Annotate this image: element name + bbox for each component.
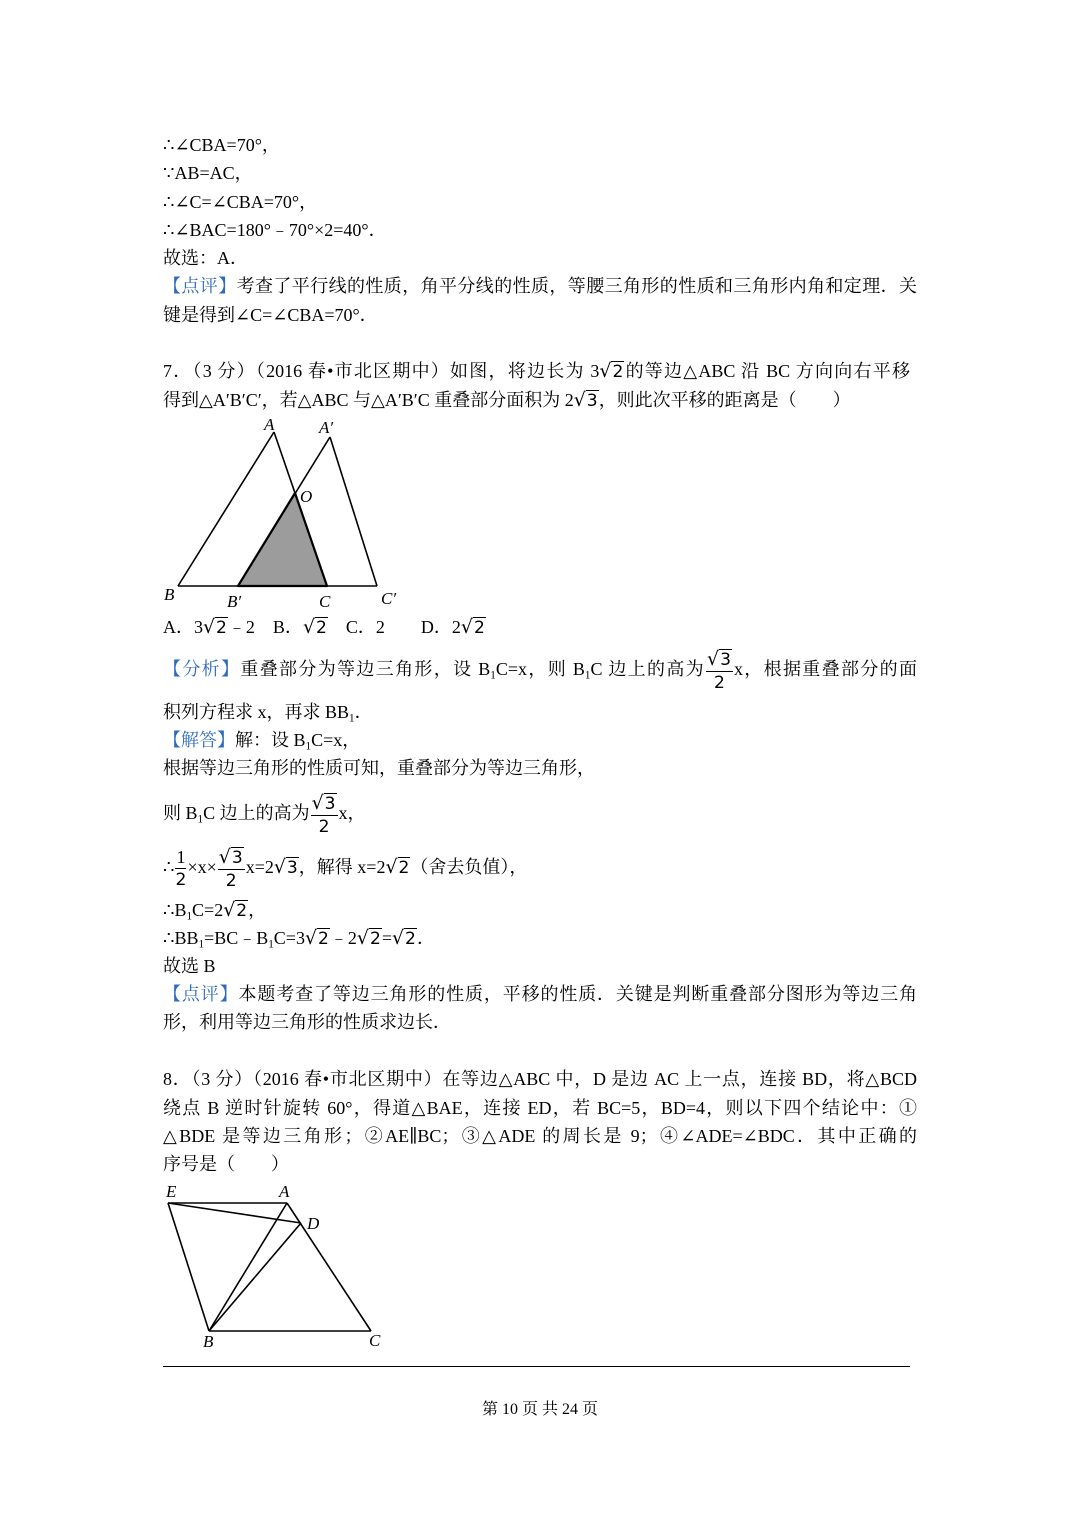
text-run: 2 (318, 816, 330, 837)
text-run: = (381, 928, 392, 948)
text-run: x， (338, 803, 366, 823)
segment-a-prime-c-prime (330, 437, 377, 586)
text-run: ， (248, 900, 267, 920)
segment-eb (168, 1203, 209, 1331)
text-run: ∵AB=AC， (163, 163, 253, 183)
text-run: C 边上的高为 (203, 803, 310, 823)
subscript: 1 (305, 740, 312, 753)
label-d: D (307, 1214, 320, 1233)
step-angle-cba (163, 131, 280, 159)
section-tag: 【点评】 (163, 276, 237, 296)
subscript: 1 (349, 712, 355, 725)
label-b-prime: B′ (227, 592, 242, 611)
text-run: ×x× (187, 857, 217, 877)
section-tag: 【解答】 (163, 730, 235, 750)
text-run: ． (354, 702, 373, 722)
solution-q7-line-6 (163, 924, 435, 952)
text-run: 故选：A． (163, 248, 248, 268)
text-run: ． (416, 928, 435, 948)
answer-choice-q7 (163, 952, 216, 980)
solution-q7-line-3 (163, 788, 366, 838)
label-c: C (319, 592, 331, 611)
text-run: ﹣2 B． (227, 617, 303, 637)
comment-q6-line-1 (163, 272, 917, 300)
text-run: C．2 D．2 (327, 617, 461, 637)
label-b: B (203, 1332, 214, 1351)
segment-bd (209, 1223, 301, 1331)
text-run: 考查了平行线的性质，角平分线的性质，等腰三角形的性质和三角形内角和定理．关 (236, 276, 918, 296)
square-root (303, 613, 328, 642)
radicand: 2 (398, 858, 410, 878)
denominator (175, 869, 186, 891)
square-root (385, 842, 410, 893)
fraction (311, 792, 338, 838)
text-run: 解：设 B (235, 730, 306, 750)
square-root (574, 386, 599, 415)
text-run: 8．（3 分）（2016 春•市北区期中）在等边△ABC 中，D 是边 AC 上一点，连接 BD，将△BCD (163, 1069, 917, 1089)
radicand: 2 (612, 362, 624, 382)
fraction (706, 648, 733, 694)
text-run: （舍去负值）， (410, 857, 528, 877)
text-run: ∴ (163, 857, 175, 877)
section-tag: 【分析】 (163, 659, 241, 679)
step-angle-c (163, 188, 317, 216)
text-run: 根据等边三角形的性质可知，重叠部分为等边三角形， (163, 758, 595, 778)
text-run: 键是得到∠C=∠CBA=70°． (163, 305, 378, 325)
label-a-prime: A′ (319, 418, 334, 437)
text-run: C=3 (273, 928, 305, 948)
comment-q7-line-2 (163, 1008, 451, 1036)
solution-q7-line-2 (163, 754, 595, 782)
subscript: 1 (490, 669, 496, 682)
question-8-line-1 (163, 1065, 917, 1093)
step-angle-bac (163, 216, 387, 244)
text-run: ∴∠CBA=70°， (163, 135, 280, 155)
section-tag: 【点评】 (163, 984, 239, 1004)
text-run: ﹣2 (329, 928, 357, 948)
text-run: =BC﹣B (204, 928, 269, 948)
subscript: 1 (584, 669, 591, 682)
text-run: 形，利用等边三角形的性质求边长． (163, 1012, 451, 1032)
label-c-prime: C′ (381, 589, 397, 608)
text-run: ∴∠C=∠CBA=70°， (163, 192, 318, 212)
square-root (223, 896, 248, 925)
comment-q7-line-1 (163, 980, 917, 1008)
denominator (706, 672, 733, 694)
step-ab-equals-ac (163, 159, 253, 187)
label-b: B (164, 585, 175, 604)
text-run: 故选 B (163, 956, 216, 976)
fraction (175, 846, 186, 891)
text-run: 则 B (163, 803, 198, 823)
figure-translated-triangles (155, 408, 410, 618)
radicand: 3 (286, 858, 298, 878)
numerator (218, 846, 245, 870)
text-run: 7．（3 分）（2016 春•市北区期中）如图，将边长为 3 (163, 361, 600, 381)
denominator (218, 870, 245, 892)
denominator (311, 816, 338, 838)
question-8-line-3 (163, 1122, 917, 1150)
radicand: 3 (586, 391, 598, 411)
square-root (707, 648, 732, 671)
figure-rotated-triangles (155, 1176, 395, 1352)
text-run: x=2 (245, 857, 274, 877)
text-run: 重叠部分为等边三角形，设 B (240, 659, 491, 679)
square-root (312, 792, 337, 815)
text-run: 的等边△ABC 沿 BC 方向向右平移 (624, 361, 910, 381)
subscript: 1 (198, 938, 205, 951)
text-run: ∴B (163, 900, 187, 920)
label-e: E (166, 1182, 177, 1201)
text-run: x，根据重叠部分的面 (733, 659, 918, 679)
square-root (599, 357, 624, 386)
label-o: O (300, 487, 313, 506)
subscript: 1 (186, 910, 193, 923)
text-run: △BDE 是等边三角形；②AE∥BC；③△ADE 的周长是 9；④∠ADE=∠BDC．其中正确的 (163, 1126, 917, 1146)
text-run: ∴BB (163, 928, 199, 948)
text-run: 序号是（ ） (163, 1154, 289, 1174)
text-run: ，解得 x=2 (298, 857, 386, 877)
numerator (175, 846, 186, 869)
square-root (203, 613, 228, 642)
text-run: C=x，则 B (495, 659, 585, 679)
question-8-line-4 (163, 1150, 289, 1178)
square-root (305, 924, 330, 953)
question-7-line-1 (163, 357, 910, 385)
comment-q6-line-2 (163, 301, 378, 329)
text-run: 本题考查了等边三角形的性质，平移的性质．关键是判断重叠部分图形为等边三角 (238, 984, 918, 1004)
text-run: 2 (225, 870, 237, 891)
radicand: 2 (369, 929, 381, 949)
analysis-q7-line-2 (163, 698, 373, 726)
answer-choice-q6 (163, 244, 248, 272)
radicand: 2 (473, 618, 485, 638)
square-root (219, 846, 244, 869)
text-run: 绕点 B 逆时针旋转 60°，得道△BAE，连接 ED，若 BC=5，BD=4，则以下四个结论中：① (163, 1098, 917, 1118)
text-run: 2 (175, 870, 187, 891)
radicand: 3 (231, 847, 243, 868)
text-run: ∴∠BAC=180°﹣70°×2=40°． (163, 220, 387, 240)
text-run: C=2 (192, 900, 224, 920)
subscript: 1 (197, 813, 204, 826)
text-run: 2 (714, 672, 725, 693)
radicand: 2 (405, 929, 416, 949)
solution-q7-line-4 (163, 842, 527, 892)
label-a: A (279, 1182, 290, 1201)
text-run: A．3 (163, 617, 203, 637)
radicand: 2 (316, 618, 327, 638)
solution-q7-line-1 (163, 726, 360, 754)
question-7-options (163, 613, 486, 641)
radicand: 3 (720, 649, 731, 670)
text-run: C 边上的高为 (590, 659, 706, 679)
footer-divider (163, 1366, 910, 1367)
radicand: 3 (324, 793, 336, 814)
radicand: 2 (318, 929, 329, 949)
text-run: 得到△A′B′C′，若△ABC 与△A′B′C 重叠部分面积为 2 (163, 390, 574, 410)
subscript: 1 (268, 938, 274, 951)
square-root (357, 924, 382, 953)
radicand: 2 (236, 901, 248, 921)
numerator (706, 648, 733, 672)
text-run: C=x， (311, 730, 361, 750)
square-root (392, 924, 417, 953)
label-a: A (264, 415, 275, 434)
question-8-line-2 (163, 1094, 917, 1122)
square-root (461, 613, 486, 642)
segment-ab (209, 1203, 287, 1331)
label-c: C (369, 1331, 381, 1350)
square-root (274, 842, 299, 893)
analysis-q7-line-1 (163, 644, 917, 694)
overlap-region (238, 493, 327, 586)
text-run: 1 (176, 847, 186, 868)
numerator (311, 792, 338, 816)
text-run: ，则此次平移的距离是（ ） (598, 390, 851, 410)
fraction (218, 846, 245, 892)
solution-q7-line-5 (163, 896, 266, 924)
page-number: 第 10 页 共 24 页 (481, 1401, 598, 1418)
text-run: 积列方程求 x，再求 BB (163, 702, 350, 722)
radicand: 2 (216, 618, 227, 638)
